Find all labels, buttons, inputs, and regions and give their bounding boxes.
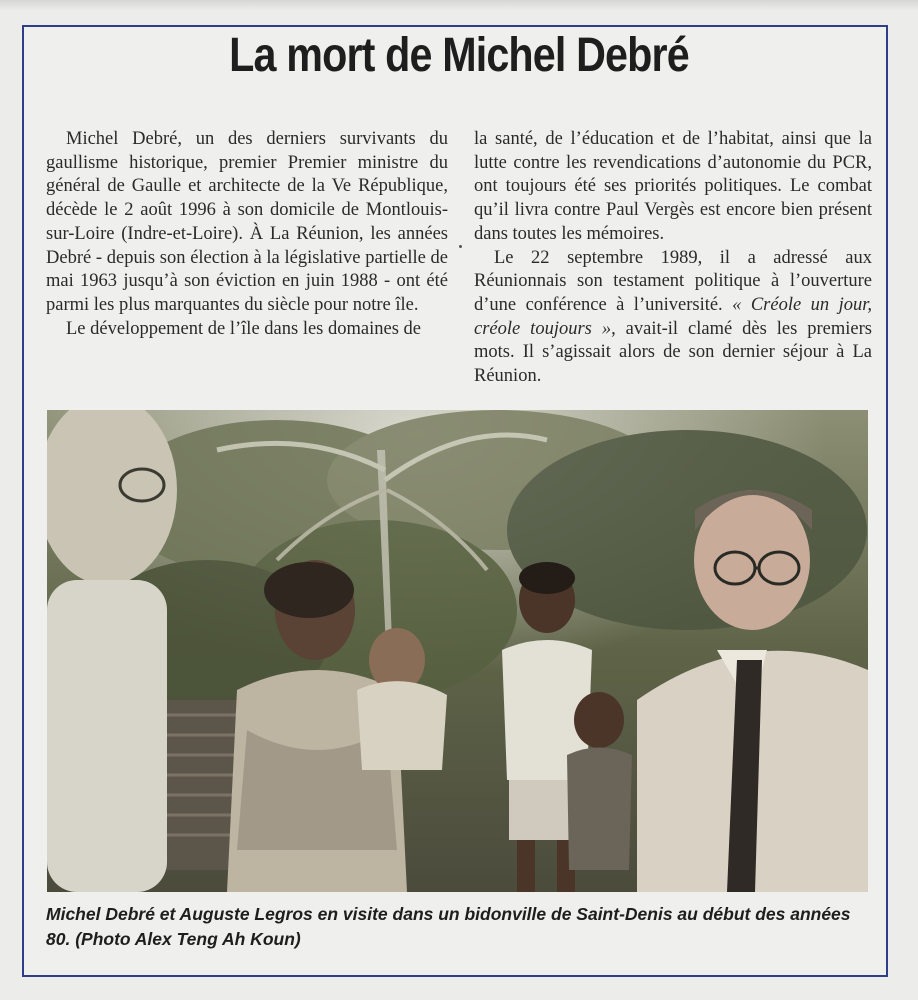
paragraph-development: Le développement de l’île dans les domaines de bbox=[66, 318, 421, 339]
paper-speck bbox=[459, 245, 462, 248]
creole-quote: « Créole un jour, créole toujours » bbox=[474, 294, 873, 339]
paragraph-testament-text: Le 22 septembre 1989, il a adressé aux Réunionnais son testament politique à l’ouverture d’une conférence à l’université. bbox=[474, 247, 872, 315]
photo-illustration bbox=[47, 410, 868, 892]
previous-page-edge bbox=[0, 0, 918, 10]
right-column bbox=[474, 128, 872, 389]
left-column bbox=[46, 128, 448, 341]
headline: La mort de Michel Debré bbox=[229, 29, 689, 82]
person-foreground-left bbox=[47, 410, 177, 892]
article-photo bbox=[47, 410, 868, 892]
paragraph-intro: Michel Debré, un des derniers survivants du gaullisme historique, premier Premier ministre du général de Gaulle et architecte de la Ve République, décède le 2 août 1996 à son domicile de Montlouis-sur-Loire (Indre-et-Loire). À La Réunion, les années Debré - depuis son élection à la législative partielle de mai 1963 jusqu’à son éviction en juin 1988 - ont été parmi les plus marquantes du siècle pour notre île. bbox=[46, 129, 448, 315]
paragraph-testament-tail: , avait-il clamé dès les premiers mots. Il s’agissait alors de son dernier séjour à La Réunion. bbox=[474, 318, 872, 387]
photo-caption: Michel Debré et Auguste Legros en visite dans un bidonville de Saint-Denis au début des années 80. (Photo Alex Teng Ah Koun) bbox=[46, 904, 851, 949]
paragraph-testament bbox=[474, 247, 872, 389]
paragraph-priorities: la santé, de l’éducation et de l’habitat, ainsi que la lutte contre les revendications d’autonomie du PCR, ont toujours été ses priorités politiques. Le combat qu’il livra contre Paul Vergès est encore bien présent dans toutes les mémoires. bbox=[474, 129, 872, 244]
